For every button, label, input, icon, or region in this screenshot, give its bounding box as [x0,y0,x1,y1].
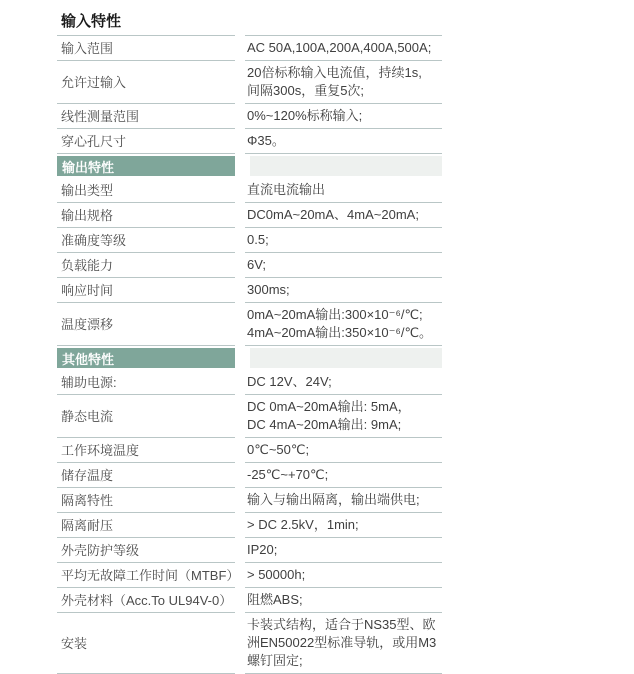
spec-value [245,36,442,61]
spec-value-line: 0℃~50℃; [247,442,310,457]
table-row [57,463,442,488]
spec-label: 输入范围 [57,36,235,61]
spec-label: 工作环境温度 [57,438,235,463]
table-row [57,303,442,346]
spec-value [245,463,442,488]
spec-label: 温度漂移 [57,303,235,346]
spec-value-line: 直流电流输出 [247,182,326,197]
spec-value-line: 间隔300s，重复5次; [247,83,365,98]
spec-value-line: 0.5; [247,232,269,247]
spec-label: 负载能力 [57,253,235,278]
table-row [57,563,442,588]
specification-table [57,5,442,674]
spec-label: 安装 [57,613,235,674]
table-row [57,613,442,674]
spec-label: 外壳防护等级 [57,538,235,563]
table-row [57,36,442,61]
spec-label: 响应时间 [57,278,235,303]
spec-value [245,538,442,563]
table-row [57,588,442,613]
spec-value [245,278,442,303]
spec-value-line: IP20; [247,542,278,557]
spec-value [245,613,442,674]
spec-value [245,303,442,346]
spec-value [245,513,442,538]
spec-label: 辅助电源: [57,370,235,395]
spec-value-line: 阻燃ABS; [247,592,303,607]
spec-value [245,228,442,253]
spec-value-line: Φ35。 [247,133,285,148]
spec-value-line: 6V; [247,257,267,272]
spec-value-line: DC 12V、24V; [247,374,332,389]
table-row [57,203,442,228]
spec-value-line: AC 50A,100A,200A,400A,500A; [247,40,432,55]
spec-value [245,253,442,278]
spec-value-line: > DC 2.5kV，1min; [247,517,359,532]
section-header-fill [250,348,442,368]
spec-value-line: DC 4mA~20mA输出: 9mA; [247,417,402,432]
spec-value [245,104,442,129]
spec-label: 输出规格 [57,203,235,228]
spec-value [245,370,442,395]
spec-value-line: > 50000h; [247,567,306,582]
table-row [57,61,442,104]
spec-value [245,563,442,588]
spec-value [245,588,442,613]
table-row [57,178,442,203]
table-row [57,488,442,513]
spec-value-line: 20倍标称输入电流值，持续1s, [247,65,422,80]
spec-label: 外壳材料（Acc.To UL94V-0） [57,588,235,613]
spec-label: 平均无故障工作时间（MTBF） [57,563,235,588]
spec-value [245,129,442,154]
spec-value-line: DC 0mA~20mA输出: 5mA， [247,399,411,414]
table-row [57,129,442,154]
spec-label: 输出类型 [57,178,235,203]
table-row [57,278,442,303]
section-header-fill [250,156,442,176]
section-header-row [57,348,442,368]
spec-label: 线性测量范围 [57,104,235,129]
spec-label: 隔离耐压 [57,513,235,538]
spec-label: 穿心孔尺寸 [57,129,235,154]
spec-value [245,395,442,438]
spec-value [245,61,442,104]
spec-value-line: 4mA~20mA输出:350×10⁻⁶/℃。 [247,325,433,340]
table-row [57,370,442,395]
spec-value [245,438,442,463]
table-row [57,438,442,463]
spec-label: 准确度等级 [57,228,235,253]
table-row [57,538,442,563]
section-header-label: 其他特性 [57,348,235,368]
spec-label: 储存温度 [57,463,235,488]
spec-value [245,178,442,203]
table-title-fill [245,5,442,36]
table-row [57,395,442,438]
spec-value-line: 0mA~20mA输出:300×10⁻⁶/℃; [247,307,423,322]
table-title: 输入特性 [57,5,235,36]
table-title-row [57,5,442,36]
spec-value [245,203,442,228]
section-header-label: 输出特性 [57,156,235,176]
spec-label: 隔离特性 [57,488,235,513]
table-row [57,104,442,129]
spec-value-line: 输入与输出隔离，输出端供电; [247,492,420,507]
spec-label: 静态电流 [57,395,235,438]
table-row [57,513,442,538]
spec-value-line: 0%~120%标称输入; [247,108,363,123]
spec-value-line: -25℃~+70℃; [247,467,329,482]
table-row [57,253,442,278]
spec-value [245,488,442,513]
spec-value-line: DC0mA~20mA、4mA~20mA; [247,207,419,222]
table-row [57,228,442,253]
spec-value-line: 卡装式结构，适合于NS35型、欧洲EN50022型标准导轨，或用M3螺钉固定; [247,617,437,668]
spec-value-line: 300ms; [247,282,290,297]
section-header-row [57,156,442,176]
spec-label: 允许过输入 [57,61,235,104]
